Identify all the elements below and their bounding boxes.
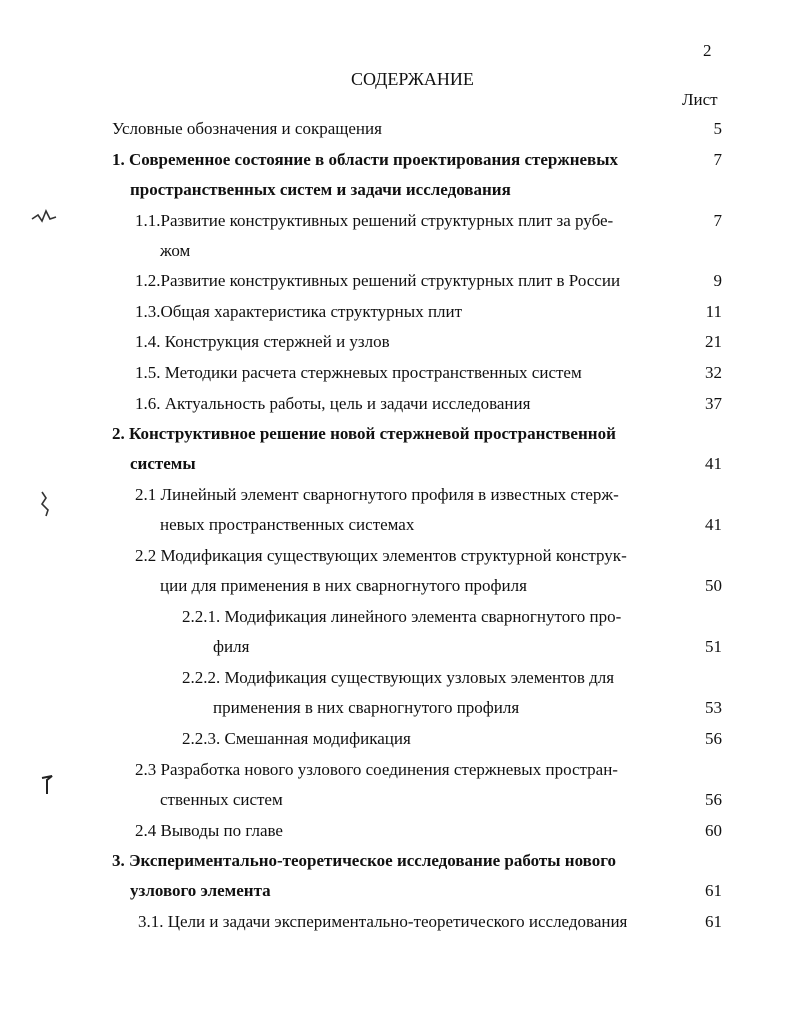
toc-entry-text: 1.3.Общая характеристика структурных плит (135, 302, 463, 321)
toc-entry-page: 61 (705, 912, 722, 931)
sheet-column-header: Лист (682, 90, 718, 109)
toc-entry-page: 56 (705, 790, 722, 809)
toc-entry-text: 2.4 Выводы по главе (135, 821, 283, 840)
toc-entry-text: 2.2 Модификация существующих элементов структурной конструк- (135, 546, 627, 565)
toc-entry-text: 1.1.Развитие конструктивных решений структурных плит за рубе- (135, 211, 614, 230)
toc-entry-page: 11 (705, 302, 722, 321)
toc-entry-text: 2.2.3. Смешанная модификация (182, 729, 411, 748)
toc-entry-page: 51 (705, 637, 722, 656)
scan-smudge-icon (30, 205, 60, 229)
toc-entry-text: узлового элемента (130, 881, 271, 900)
toc-entry-text: Условные обозначения и сокращения (112, 119, 382, 138)
toc-entry-text: ственных систем (160, 790, 283, 809)
toc-entry-page: 50 (705, 576, 722, 595)
toc-entry-page: 60 (705, 821, 722, 840)
toc-entry-text: ции для применения в них сварногнутого профиля (160, 576, 527, 595)
toc-entry-text: пространственных систем и задачи исследования (130, 180, 511, 199)
toc-entry-text: 2.2.1. Модификация линейного элемента сварногнутого про- (182, 607, 622, 626)
toc-entry-text: 1. Современное состояние в области проектирования стержневых (112, 150, 619, 169)
toc-entry-text: 2.2.2. Модификация существующих узловых элементов для (182, 668, 615, 687)
toc-entry-text: 2.1 Линейный элемент сварногнутого профиля в известных стерж- (135, 485, 619, 504)
toc-entry-page: 56 (705, 729, 722, 748)
toc-entry-text: 1.5. Методики расчета стержневых пространственных систем (135, 363, 582, 382)
toc-entry-page: 21 (705, 332, 722, 351)
page-title: СОДЕРЖАНИЕ (351, 69, 474, 89)
toc-entry-page: 41 (705, 515, 722, 534)
toc-entry-text: 3.1. Цели и задачи экспериментально-теоретического исследования (138, 912, 628, 931)
toc-entry-page: 53 (705, 698, 722, 717)
toc-entry-text: 2.3 Разработка нового узлового соединения стержневых простран- (135, 760, 618, 779)
toc-entry-text: филя (213, 637, 250, 656)
toc-entry-text: 1.6. Актуальность работы, цель и задачи исследования (135, 394, 531, 413)
toc-entry-text: применения в них сварногнутого профиля (213, 698, 520, 717)
toc-entry-page: 32 (705, 363, 722, 382)
toc-entry-page: 5 (713, 119, 722, 138)
toc-entry-text: 1.2.Развитие конструктивных решений структурных плит в России (135, 271, 621, 290)
toc-entry-text: невых пространственных системах (160, 515, 415, 534)
toc-entry-text: 2. Конструктивное решение новой стержневой пространственной (112, 424, 616, 443)
toc-entry-text: жом (160, 241, 191, 260)
toc-entry-text: 3. Экспериментально-теоретическое исследование работы нового (112, 851, 617, 870)
toc-entry-page: 61 (705, 881, 722, 900)
toc-entry-page: 41 (705, 454, 722, 473)
toc-entry-text: системы (130, 454, 196, 473)
toc-entry-page: 7 (713, 211, 722, 230)
toc-entry-page: 7 (713, 150, 722, 169)
toc-entry-page: 37 (705, 394, 722, 413)
scan-smudge-icon (36, 488, 56, 518)
toc-entry-page: 9 (713, 271, 722, 290)
scan-smudge-icon (38, 772, 58, 798)
toc-entry-text: 1.4. Конструкция стержней и узлов (135, 332, 390, 351)
page-number: 2 (703, 41, 712, 60)
